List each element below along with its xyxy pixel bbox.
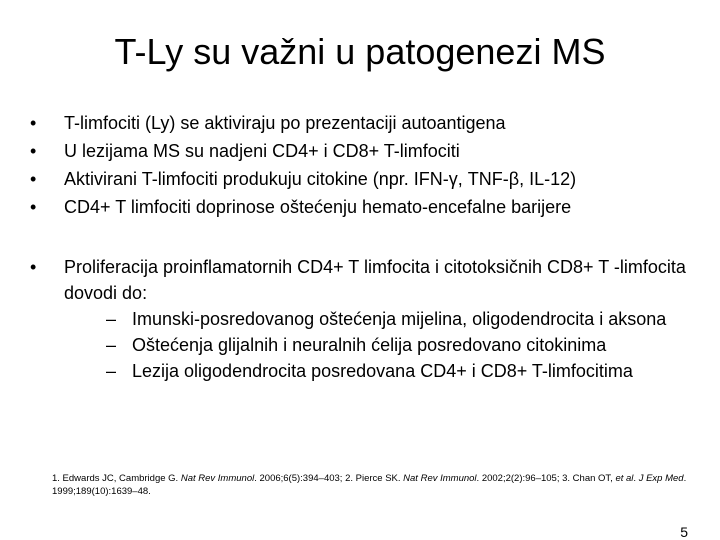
bullet-icon: • [30, 257, 37, 277]
ref-text: . [633, 473, 639, 484]
dash-icon: – [106, 361, 117, 381]
bullet-icon: • [30, 141, 37, 161]
page-number: 5 [680, 524, 688, 540]
subpoint [72, 332, 690, 358]
main-point [30, 254, 690, 384]
bullet-icon: • [30, 169, 37, 189]
subpoint [72, 358, 690, 384]
subpoint-text: Lezija oligodendrocita posredovana CD4+ i CD8+ T-limfocitima [132, 361, 633, 381]
list-item-text: CD4+ T limfociti doprinose oštećenju hemato-encefalne barijere [64, 197, 572, 217]
dash-icon: – [106, 335, 117, 355]
main-point-text: Proliferacija proinflamatornih CD4+ T limfocita i citotoksičnih CD8+ T -limfocita dovodi do: [64, 257, 686, 303]
slide-title: T-Ly su važni u patogenezi MS [114, 31, 606, 72]
list-item [30, 109, 700, 137]
ref-text: . 2006;6(5):394–403; 2. Pierce SK. [254, 473, 404, 484]
references [52, 472, 692, 498]
ref-journal: J Exp Med [638, 473, 684, 484]
list-item-text: Aktivirani T-limfociti produkuju citokine (npr. IFN-γ, TNF-β, IL-12) [64, 169, 577, 189]
subpoint-list [64, 306, 690, 384]
ref-etal: et al [615, 473, 634, 484]
dash-icon: – [106, 309, 117, 329]
subpoint-text: Oštećenja glijalnih i neuralnih ćelija posredovano citokinima [132, 335, 607, 355]
list-item-text: T-limfociti (Ly) se aktiviraju po prezentaciji autoantigena [64, 113, 506, 133]
list-item-text: U lezijama MS su nadjeni CD4+ i CD8+ T-limfociti [64, 141, 460, 161]
bullet-icon: • [30, 197, 37, 217]
ref-text: 1. Edwards JC, Cambridge G. [52, 473, 181, 484]
bullet-icon: • [30, 113, 37, 133]
main-point-list [30, 254, 690, 384]
list-item [30, 137, 700, 165]
bullet-list [30, 109, 700, 221]
list-item [30, 193, 700, 221]
ref-text: . 2002;2(2):96–105; 3. Chan OT, [476, 473, 616, 484]
ref-journal: Nat Rev Immunol [180, 473, 255, 484]
ref-journal: Nat Rev Immunol [403, 473, 477, 484]
subpoint [72, 306, 690, 332]
subpoint-text: Imunski-posredovanog oštećenja mijelina, oligodendrocita i aksona [132, 309, 667, 329]
list-item [30, 165, 700, 193]
ref-text: . 1999;189(10):1639–48. [52, 473, 687, 497]
